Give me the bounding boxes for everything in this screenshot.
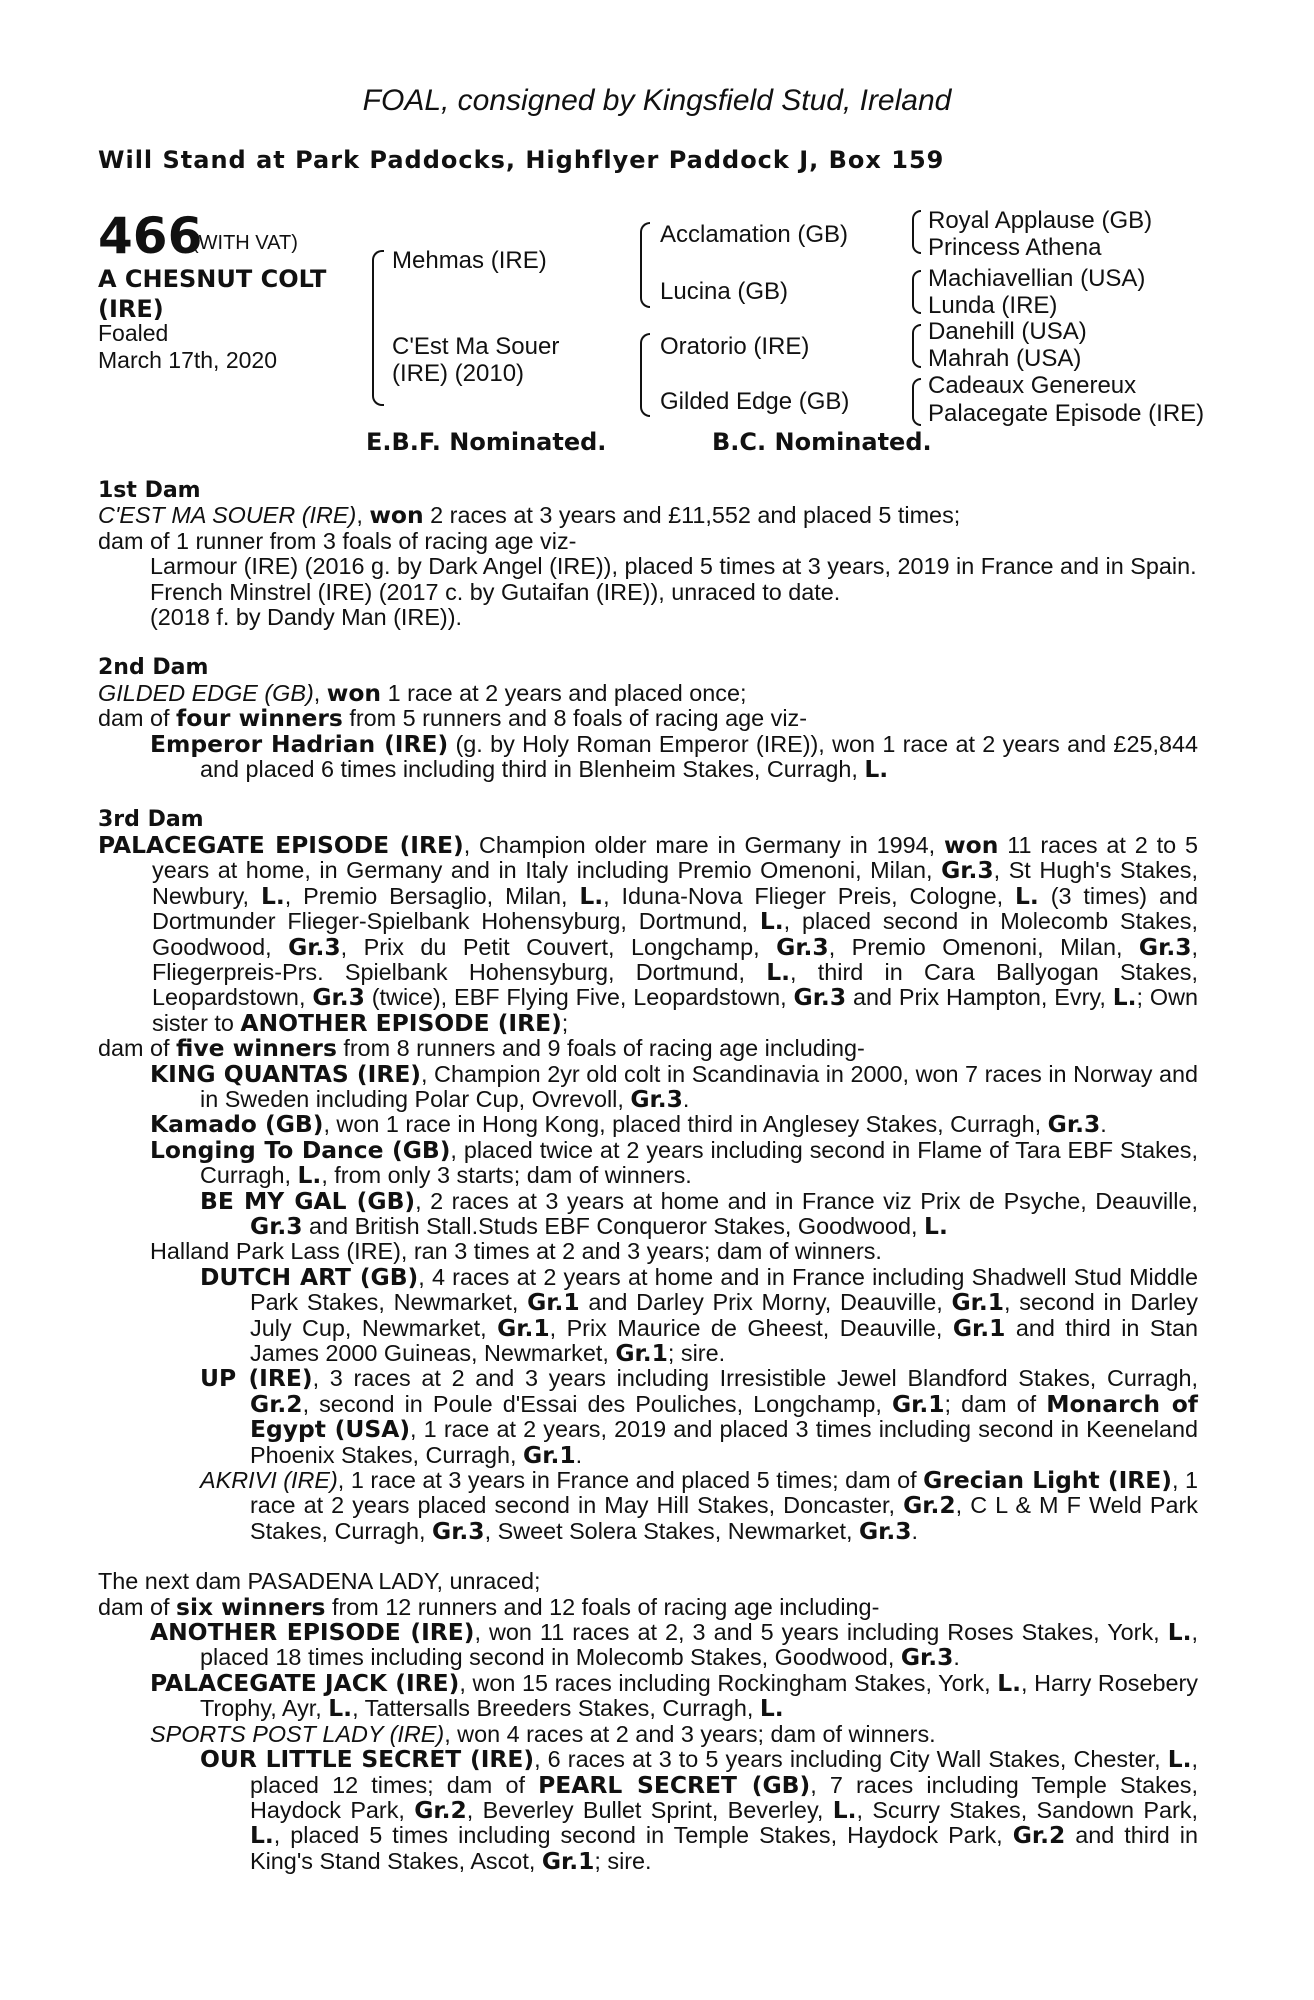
text-run: Gr.3 (1047, 1110, 1101, 1139)
text-run: , Fliegerpreis-Prs. Spielbank Hohensyburg, Dortmund, (152, 933, 1198, 985)
produce-item (98, 1112, 1198, 1137)
pedigree-g6: Mahrah (USA) (928, 345, 1082, 372)
text-run: L. (1167, 1618, 1192, 1647)
text-run: L. (1112, 983, 1137, 1012)
text-run: Gr.3 (1138, 932, 1192, 961)
pedigree-brace-g4 (912, 378, 921, 426)
text-run: PALACEGATE EPISODE (IRE) (98, 830, 464, 859)
pedigree-brace-g1 (912, 210, 921, 254)
text-run: Gr.2 (414, 1795, 467, 1824)
text-run: from 8 runners and 9 foals of racing age including- (336, 1035, 865, 1062)
next-dam-summary (98, 1569, 1198, 1594)
produce-item (98, 1262, 1198, 1367)
text-run: won (944, 830, 999, 859)
text-run: , placed twice at 2 years including second in Flame of Tara EBF Stakes, Curragh, (200, 1136, 1198, 1189)
text-run: Gr.3 (776, 932, 829, 961)
produce-item (98, 1668, 1198, 1723)
text-run: from 12 runners and 12 foals of racing age including- (325, 1593, 880, 1620)
pedigree-dam-sire: Oratorio (IRE) (660, 333, 810, 360)
text-run: , won 15 races including Rockingham Stakes, York, (459, 1669, 998, 1696)
text-run: BE MY GAL (GB) (200, 1186, 416, 1215)
text-run: Gr.3 (858, 1516, 912, 1545)
text-run: , Champion 2yr old colt in Scandinavia in 2000, won 7 races in Norway and in Sweden including Polar Cup, Ovrevoll, (200, 1060, 1198, 1112)
pedigree-g2: Princess Athena (928, 234, 1102, 261)
pedigree-g3: Machiavellian (USA) (928, 265, 1146, 292)
text-run: Kamado (GB) (150, 1110, 324, 1139)
text-run: , won 1 race in Hong Kong, placed third in Anglesey Stakes, Curragh, (323, 1111, 1048, 1138)
text-run: , St Hugh's Stakes, Newbury, (152, 857, 1198, 909)
text-run: KING QUANTAS (IRE) (150, 1059, 421, 1088)
first-dam-heading: 1st Dam (98, 478, 201, 503)
produce-item (98, 1135, 1198, 1190)
text-run: Halland Park Lass (IRE), ran 3 times at 2 and 3 years; dam of winners. (150, 1238, 882, 1265)
pedigree-g4: Lunda (IRE) (928, 292, 1058, 319)
text-run: , second in Darley July Cup, Newmarket, (250, 1289, 1198, 1341)
text-run: L. (1167, 1745, 1192, 1774)
text-run: ; dam of (944, 1390, 1047, 1417)
third-dam-produce-intro (98, 1036, 1198, 1061)
text-run: Gr.1 (615, 1339, 668, 1367)
text-run: and Prix Hampton, Evry, (846, 984, 1113, 1011)
text-run: , placed second in Molecomb Stakes, Goodwood, (152, 908, 1199, 960)
lot-description: A CHESNUT COLT (IRE) (98, 265, 327, 323)
text-run: and third in Stan James 2000 Guineas, Newmarket, (250, 1314, 1198, 1366)
text-run: , Sweet Solera Stakes, Newmarket, (484, 1517, 859, 1544)
text-run: Gr.3 (900, 1643, 954, 1672)
text-run: five winners (176, 1034, 337, 1063)
text-run: L. (297, 1161, 322, 1190)
text-run: , from only 3 starts; dam of winners. (321, 1162, 692, 1189)
text-run: , 1 race at 3 years in France and placed 5 times; dam of (337, 1467, 924, 1494)
second-dam-summary: GILDED EDGE (GB), won 1 race at 2 years and placed once; (98, 678, 747, 707)
first-dam-produce-intro: dam of 1 runner from 3 foals of racing age viz- (98, 527, 577, 554)
text-run: and Darley Prix Morny, Deauville, (579, 1289, 952, 1316)
produce-item (98, 1620, 1198, 1671)
text-run: L. (832, 1795, 857, 1824)
pedigree-g7: Cadeaux Genereux (928, 372, 1137, 399)
text-run: Gr.2 (903, 1491, 956, 1520)
text-run: , 1 race at 2 years placed second in May Hill Stakes, Doncaster, (250, 1467, 1198, 1519)
text-run: , placed 5 times including second in Temple Stakes, Haydock Park, (273, 1822, 1013, 1849)
produce-item (98, 1468, 1198, 1544)
text-run: . (953, 1644, 960, 1671)
text-run: L. (924, 1211, 948, 1240)
text-run: L. (250, 1821, 274, 1850)
third-dam-summary (98, 830, 1199, 1037)
text-run: DUTCH ART (GB) (200, 1262, 419, 1291)
text-run: Gr.2 (250, 1389, 303, 1418)
text-run: , Prix du Petit Couvert, Longchamp, (340, 933, 777, 960)
text-run: Gr.1 (541, 1846, 595, 1875)
first-dam-summary: C'EST MA SOUER (IRE), won 2 races at 3 years and £11,552 and placed 5 times; (98, 501, 961, 530)
text-run: , Prix Maurice de Gheest, Deauville, (549, 1314, 953, 1341)
text-run: . (911, 1517, 919, 1544)
text-run: and British Stall.Studs EBF Conqueror Stakes, Goodwood, (302, 1212, 925, 1239)
pedigree-dam: C'Est Ma Souer (IRE) (2010) (392, 333, 560, 387)
text-run: ANOTHER EPISODE (IRE) (150, 1618, 475, 1647)
text-run: Grecian Light (IRE) (923, 1466, 1172, 1495)
pedigree-brace-dam (640, 333, 650, 417)
text-run: , Champion older mare in Germany in 1994, (463, 831, 945, 858)
text-run: Gr.1 (523, 1440, 576, 1469)
pedigree-sire-dam: Lucina (GB) (660, 278, 789, 305)
pedigree-g8: Palacegate Episode (IRE) (928, 400, 1205, 427)
text-run: dam of (98, 1035, 177, 1062)
produce-item: Emperor Hadrian (IRE) (g. by Holy Roman Emperor (IRE)), won 1 race at 2 years and £25,844 and placed 6 times including third in Blenheim Stakes, Curragh, L. (150, 729, 1198, 784)
text-run: L. (997, 1668, 1021, 1697)
text-run: , Beverley Bullet Sprint, Beverley, (466, 1796, 833, 1823)
text-run: L. (260, 881, 285, 910)
text-run: (3 times) and Dortmunder Flieger-Spielbank Hohensyburg, Dortmund, (152, 882, 1198, 935)
text-run: , second in Poule d'Essai des Pouliches, Longchamp, (302, 1390, 892, 1417)
dam-details (98, 478, 1198, 1874)
text-run: Gr.1 (952, 1313, 1006, 1342)
text-run: , 3 races at 2 and 3 years including Irresistible Jewel Blandford Stakes, Curragh, (312, 1365, 1198, 1392)
produce-item (98, 1747, 1198, 1874)
produce-item: French Minstrel (IRE) (2017 c. by Gutaifan (IRE)), unraced to date. (150, 578, 841, 605)
first-dam-name: C'EST MA SOUER (IRE) (98, 502, 357, 529)
text-run: ; sire. (667, 1340, 726, 1366)
produce-item (98, 1722, 1198, 1747)
bc-nominated: B.C. Nominated. (712, 428, 932, 456)
text-run: , 7 races including Temple Stakes, Haydock Park, (250, 1771, 1198, 1823)
text-run: , Harry Rosebery Trophy, Ayr, (200, 1669, 1198, 1722)
second-dam-name: GILDED EDGE (GB) (98, 679, 314, 706)
text-run: L. (328, 1694, 353, 1723)
second-dam-produce-intro: dam of four winners from 5 runners and 8 foals of racing age viz- (98, 704, 808, 733)
text-run: L. (766, 957, 791, 986)
pedigree-sire: Mehmas (IRE) (392, 247, 547, 274)
produce-item (98, 1239, 1198, 1264)
lot-number: 466 (98, 207, 203, 265)
text-run: . (1100, 1111, 1107, 1138)
pedigree-brace-g3 (912, 324, 921, 368)
text-run: Gr.1 (891, 1389, 945, 1418)
text-run: ; (561, 1009, 569, 1036)
third-dam-heading: 3rd Dam (98, 807, 204, 833)
text-run: Gr.3 (250, 1211, 303, 1240)
text-run: AKRIVI (IRE) (200, 1467, 338, 1494)
text-run: and third in King's Stand Stakes, Ascot, (250, 1822, 1198, 1874)
text-run: Gr.1 (497, 1313, 550, 1342)
text-run: , 1 race at 2 years, 2019 and placed 3 times including second in Keeneland Phoenix Stakes, Curragh, (250, 1416, 1198, 1468)
text-run: , Premio Omenoni, Milan, (828, 933, 1139, 960)
text-run: , Tattersalls Breeders Stakes, Curragh, (352, 1695, 760, 1722)
second-dam-heading: 2nd Dam (98, 655, 209, 681)
text-run: Longing To Dance (GB) (150, 1135, 451, 1164)
text-run: , third in Cara Ballyogan Stakes, Leopardstown, (152, 958, 1199, 1011)
ebf-nominated: E.B.F. Nominated. (366, 428, 607, 456)
text-run: . (682, 1085, 690, 1112)
text-run: Gr.3 (793, 983, 847, 1012)
text-run: , 6 races at 3 to 5 years including City Wall Stakes, Chester, (534, 1746, 1168, 1773)
text-run: , 2 races at 3 years at home and in France viz Prix de Psyche, Deauville, (415, 1187, 1199, 1214)
pedigree-brace-g2 (912, 270, 921, 314)
text-run: OUR LITTLE SECRET (IRE) (200, 1745, 535, 1774)
text-run: , placed 12 times; dam of (250, 1746, 1198, 1798)
text-run: Gr.1 (527, 1288, 580, 1317)
text-run: Gr.3 (432, 1516, 485, 1545)
pedigree-brace-main (372, 250, 384, 406)
next-dam-produce-intro (98, 1592, 1198, 1621)
pedigree-brace-sire (640, 222, 650, 308)
vat-note: (WITH VAT) (192, 232, 298, 254)
text-run: ANOTHER EPISODE (IRE) (240, 1008, 562, 1037)
text-run: six winners (176, 1592, 326, 1621)
text-run: Gr.3 (941, 856, 994, 885)
text-run: Gr.2 (1012, 1821, 1066, 1850)
text-run: , Premio Bersaglio, Milan, (284, 882, 580, 909)
text-run: dam of (98, 1593, 177, 1620)
text-run: ; Own sister to (152, 984, 1198, 1036)
text-run: Monarch of Egypt (USA) (250, 1389, 1198, 1444)
pedigree-g1: Royal Applause (GB) (928, 207, 1153, 234)
text-run: . (575, 1441, 583, 1468)
text-run: L. (1015, 881, 1039, 910)
consignor-line: FOAL, consigned by Kingsfield Stud, Ireland (362, 84, 952, 117)
text-run: Gr.3 (312, 983, 365, 1012)
text-run: L. (759, 907, 784, 936)
pedigree-sire-sire: Acclamation (GB) (660, 221, 849, 248)
text-run: PALACEGATE JACK (IRE) (150, 1668, 460, 1697)
produce-item: Larmour (IRE) (2016 g. by Dark Angel (IRE)), placed 5 times at 3 years, 2019 in France and in Spain. (150, 553, 1197, 580)
produce-item (98, 1059, 1198, 1113)
text-run: , C L & M F Weld Park Stakes, Curragh, (250, 1492, 1199, 1544)
text-run: , won 11 races at 2, 3 and 5 years including Roses Stakes, York, (474, 1619, 1168, 1646)
text-run: , 4 races at 2 years at home and in France including Shadwell Stud Middle Park Stakes, Newmarket, (250, 1263, 1198, 1316)
text-run: UP (IRE) (200, 1364, 313, 1393)
text-run: , won 4 races at 2 and 3 years; dam of winners. (444, 1720, 936, 1747)
stand-location: Will Stand at Park Paddocks, Highflyer Paddock J, Box 159 (98, 146, 945, 174)
text-run: , placed 18 times including second in Molecomb Stakes, Goodwood, (200, 1619, 1198, 1671)
text-run: PEARL SECRET (GB) (538, 1770, 811, 1799)
text-run: , Iduna-Nova Flieger Preis, Cologne, (603, 882, 1015, 909)
text-run: Gr.3 (288, 932, 341, 961)
text-run: Gr.3 (630, 1084, 683, 1113)
text-run: L. (759, 1694, 784, 1723)
foaled-date: March 17th, 2020 (98, 347, 278, 373)
text-run: SPORTS POST LADY (IRE) (150, 1720, 445, 1747)
text-run: ; sire. (594, 1847, 652, 1874)
foaled-info (98, 320, 277, 374)
text-run: , Scurry Stakes, Sandown Park, (856, 1796, 1198, 1823)
text-run: 11 races at 2 to 5 years at home, in Germany and in Italy including Premio Omenoni, Milan, (152, 831, 1198, 884)
produce-item: (2018 f. by Dandy Man (IRE)). (150, 604, 462, 631)
produce-item (98, 1366, 1198, 1468)
produce-item (98, 1186, 1199, 1240)
text-run: (twice), EBF Flying Five, Leopardstown, (364, 984, 794, 1011)
text-run: L. (579, 881, 604, 910)
text-run: The next dam PASADENA LADY, unraced; (98, 1568, 541, 1595)
pedigree-dam-dam: Gilded Edge (GB) (660, 388, 850, 415)
pedigree-g5: Danehill (USA) (928, 318, 1087, 345)
text-run: Gr.1 (951, 1288, 1005, 1317)
foaled-label: Foaled (98, 320, 169, 346)
